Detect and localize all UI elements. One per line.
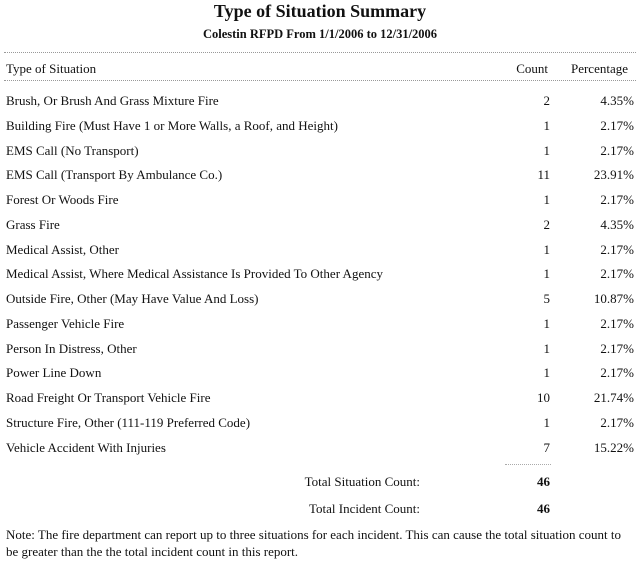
count-cell: 1 [543, 414, 550, 430]
total-incident-label: Total Incident Count: [308, 501, 420, 516]
total-situation-row [0, 471, 640, 493]
situation-type-cell: Vehicle Accident With Injuries [6, 439, 166, 455]
count-cell: 1 [543, 315, 550, 331]
totals-divider [505, 464, 551, 465]
percentage-cell: 2.17% [600, 414, 634, 430]
count-cell: 1 [543, 142, 550, 158]
percentage-cell: 2.17% [600, 340, 634, 356]
table-row [0, 288, 640, 310]
report-title: Type of Situation Summary [213, 1, 427, 21]
table-row [0, 239, 640, 261]
situation-type-cell: Medical Assist, Other [6, 241, 120, 257]
percentage-cell: 2.17% [600, 315, 634, 331]
situation-type-cell: EMS Call (Transport By Ambulance Co.) [6, 167, 223, 183]
column-header-type: Type of Situation [6, 61, 97, 76]
count-cell: 1 [543, 365, 550, 381]
count-cell: 1 [543, 340, 550, 356]
situation-type-cell: Brush, Or Brush And Grass Mixture Fire [6, 93, 219, 108]
situation-type-cell: Forest Or Woods Fire [6, 192, 119, 207]
table-row [0, 313, 640, 335]
table-row [0, 164, 640, 186]
total-situation-label: Total Situation Count: [304, 474, 420, 489]
situation-type-cell: EMS Call (No Transport) [6, 142, 139, 158]
table-row [0, 214, 640, 236]
total-incident-value: 46 [537, 501, 550, 516]
percentage-cell: 2.17% [600, 142, 634, 158]
percentage-cell: 2.17% [600, 266, 634, 282]
table-row [0, 338, 640, 360]
situation-type-cell: Grass Fire [6, 216, 60, 232]
count-cell: 11 [537, 167, 550, 183]
count-cell: 1 [543, 241, 550, 257]
table-row [0, 412, 640, 434]
percentage-cell: 15.22% [593, 439, 634, 455]
percentage-cell: 4.35% [600, 93, 634, 108]
count-cell: 1 [543, 192, 550, 207]
header-top-rule [4, 52, 636, 53]
situation-type-cell: Medical Assist, Where Medical Assistance Is Provided To Other Agency [6, 266, 383, 282]
percentage-cell: 10.87% [593, 291, 634, 306]
header-bottom-rule [4, 80, 636, 81]
percentage-cell: 23.91% [593, 167, 634, 183]
table-row [0, 140, 640, 162]
percentage-cell: 4.35% [600, 216, 634, 232]
total-situation-value: 46 [537, 474, 550, 489]
percentage-cell: 2.17% [600, 117, 634, 133]
table-row [0, 437, 640, 459]
count-cell: 10 [537, 390, 550, 405]
percentage-cell: 2.17% [600, 192, 634, 207]
report-subtitle: Colestin RFPD From 1/1/2006 to 12/31/2006 [202, 27, 438, 41]
table-row [0, 90, 640, 112]
count-cell: 5 [543, 291, 550, 306]
table-row [0, 189, 640, 211]
percentage-cell: 2.17% [600, 241, 634, 257]
total-incident-row [0, 498, 640, 520]
count-cell: 2 [543, 93, 550, 108]
situation-type-cell: Power Line Down [6, 365, 102, 381]
percentage-cell: 2.17% [600, 365, 634, 381]
table-row [0, 362, 640, 384]
count-cell: 7 [543, 439, 550, 455]
situation-type-cell: Structure Fire, Other (111-119 Preferred Code) [6, 414, 251, 430]
column-header-percentage: Percentage [570, 61, 628, 76]
table-row [0, 263, 640, 285]
situation-type-cell: Person In Distress, Other [6, 340, 137, 356]
situation-type-cell: Outside Fire, Other (May Have Value And Loss) [6, 291, 259, 306]
situation-type-cell: Building Fire (Must Have 1 or More Walls, a Roof, and Height) [6, 117, 338, 133]
percentage-cell: 21.74% [593, 390, 634, 405]
report-note: Note: The fire department can report up to three situations for each incident. This can cause the total situation count to be greater than the the total incident count in this report. [6, 527, 622, 559]
count-cell: 1 [543, 117, 550, 133]
situation-type-cell: Passenger Vehicle Fire [6, 315, 125, 331]
table-row [0, 387, 640, 409]
count-cell: 1 [543, 266, 550, 282]
count-cell: 2 [543, 216, 550, 232]
situation-type-cell: Road Freight Or Transport Vehicle Fire [6, 390, 211, 405]
column-header-count: Count [516, 61, 548, 76]
table-row [0, 115, 640, 137]
